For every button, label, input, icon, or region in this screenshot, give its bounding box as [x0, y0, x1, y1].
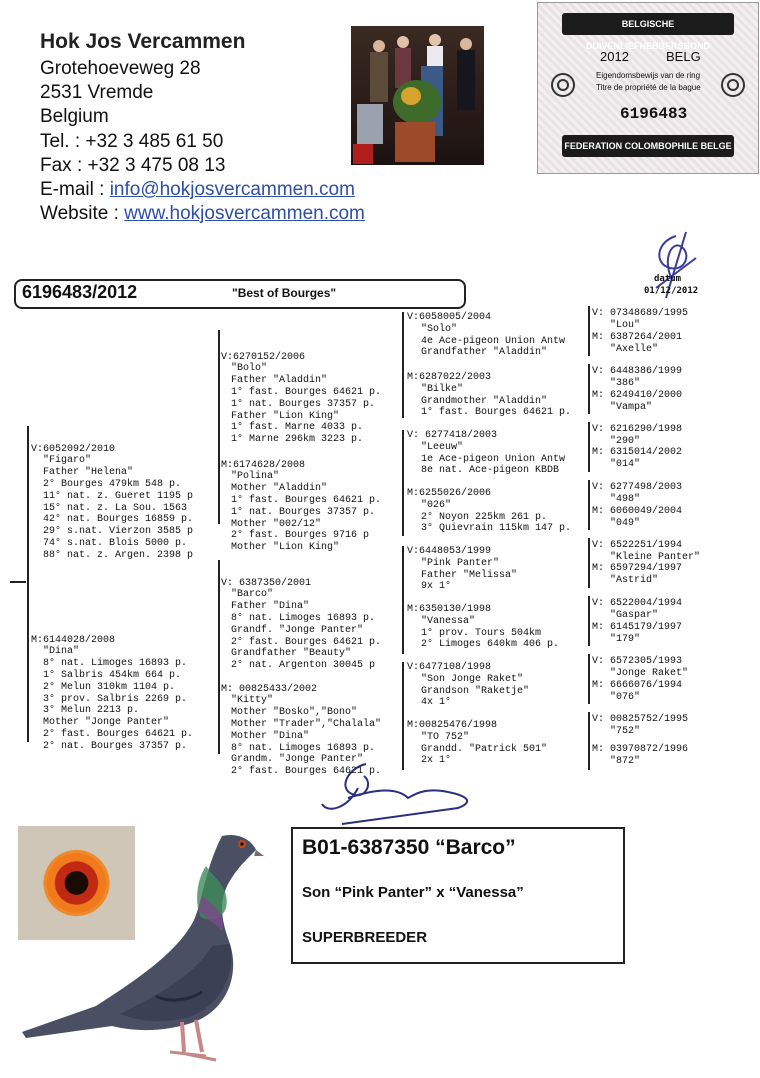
- address-country: Belgium: [40, 106, 109, 127]
- pigeon-photo: [16, 826, 264, 1070]
- ring-card-line2: Titre de propriété de la bague: [596, 83, 701, 92]
- ring-card-line1: Eigendomsbewijs van de ring: [596, 71, 701, 80]
- info-title: B01-6387350 “Barco”: [302, 836, 516, 859]
- address-city: 2531 Vremde: [40, 82, 154, 103]
- website-line: [40, 203, 365, 225]
- bracket-gen4: [588, 596, 590, 646]
- datum-label: datum: [654, 274, 682, 284]
- bracket-gen2-bottom: [218, 560, 220, 754]
- signature-mark: [318, 758, 478, 838]
- email-line: [40, 179, 355, 201]
- website-link[interactable]: www.hokjosvercammen.com: [124, 203, 365, 224]
- pedigree-gen4-entry: M: 6145179/1997 "179": [592, 622, 683, 645]
- pedigree-ff: V:6270152/2006 "Bolo" Father "Aladdin" 1° fast. Bourges 64621 p. 1° nat. Bourges 37357 p. Father "Lion King" 1° fast. Marne 4033 p. 1° Marne 296km 3223 p.: [221, 351, 382, 446]
- bracket-gen3: [402, 662, 404, 770]
- pedigree-ring-number: 6196483/2012: [22, 282, 138, 302]
- pedigree-gen4-entry: M: 6597294/1997 "Astrid": [592, 563, 683, 586]
- breeder-name: Hok Jos Vercammen: [40, 30, 246, 53]
- email-link[interactable]: info@hokjosvercammen.com: [109, 179, 355, 200]
- pedigree-gen4-entry: V: 00825752/1995 "752": [592, 714, 689, 737]
- bracket-gen3: [402, 430, 404, 536]
- pedigree-gen3-entry: M:00825476/1998 "TO 752" Grandd. "Patrick 501" 2x 1°: [407, 720, 548, 767]
- pedigree-gen4-entry: V: 6522251/1994 "Kleine Panter": [592, 540, 701, 563]
- ring-card-year: 2012: [600, 49, 629, 64]
- ornament-icon: [718, 65, 748, 105]
- ring-card: [537, 2, 759, 174]
- bracket-gen4: [588, 480, 590, 530]
- pedigree-gen3-entry: M:6350130/1998 "Vanessa" 1° prov. Tours 504km 2° Limoges 640km 406 p.: [407, 604, 560, 651]
- pedigree-gen3-entry: V: 6277418/2003 "Leeuw" 1e Ace-pigeon Union Antw 8e nat. Ace-pigeon KBDB: [407, 430, 566, 477]
- award-photo: [351, 26, 484, 165]
- pedigree-gen4-entry: V: 6277498/2003 "498": [592, 482, 683, 505]
- bracket-gen4: [588, 712, 590, 770]
- pedigree-father: V:6052092/2010 "Figaro" Father "Helena" 2° Bourges 479km 548 p. 11° nat. z. Gueret 1195 p 15° nat. z. La Sou. 1563 42° nat. Bourges 16859 p. 29° s.nat. Vierzon 3585 p 74° s.nat. Blois 5000 p. 88° nat. z. Argen. 2398 p: [31, 443, 194, 561]
- pedigree-gen4-entry: V: 07348689/1995 "Lou": [592, 308, 689, 331]
- bracket-gen4: [588, 538, 590, 588]
- address-street: Grotehoeveweg 28: [40, 58, 201, 79]
- bracket-gen1: [27, 426, 29, 742]
- pedigree-gen4-entry: M: 6666076/1994 "076": [592, 680, 683, 703]
- phone-number: Tel. : +32 3 485 61 50: [40, 131, 224, 152]
- bracket-gen4: [588, 654, 590, 704]
- pedigree-gen3-entry: V:6477108/1998 "Son Jonge Raket" Grandson "Raketje" 4x 1°: [407, 662, 530, 709]
- pedigree-gen4-entry: V: 6572305/1993 "Jonge Raket": [592, 656, 689, 679]
- pedigree-gen4-entry: M: 6249410/2000 "Vampa": [592, 390, 683, 413]
- fax-number: Fax : +32 3 475 08 13: [40, 155, 226, 176]
- email-label: E-mail :: [40, 179, 110, 200]
- ring-card-bottom-band: FEDERATION COLOMBOPHILE BELGE: [562, 135, 734, 157]
- pedigree-gen3-entry: M:6287022/2003 "Bilke" Grandmother "Aladdin" 1° fast. Bourges 64621 p.: [407, 372, 572, 419]
- pedigree-mother: M:6144028/2008 "Dina" 8° nat. Limoges 16893 p. 1° Salbris 454km 664 p. 2° Melun 310km 1104 p. 3° prov. Salbris 2269 p. 3° Melun 2213 p. Mother "Jonge Panter" 2° fast. Bourges 64621 p. 2° nat. Bourges 37357 p.: [31, 634, 194, 752]
- bracket-gen3: [402, 312, 404, 418]
- website-label: Website :: [40, 203, 125, 224]
- info-label: SUPERBREEDER: [302, 929, 428, 946]
- ring-card-country: BELG: [666, 49, 701, 64]
- bracket-gen4: [588, 364, 590, 414]
- pedigree-gen3-entry: V:6448053/1999 "Pink Panter" Father "Melissa" 9x 1°: [407, 546, 518, 593]
- pedigree-fm: M:6174628/2008 "Polina" Mother "Aladdin" 1° fast. Bourges 64621 p. 1° nat. Bourges 37357 p. Mother "002/12" 2° fast. Bourges 9716 p Mother "Lion King": [221, 459, 382, 554]
- bracket-gen3: [402, 546, 404, 654]
- bracket-gen4: [588, 306, 590, 356]
- pedigree-gen4-entry: V: 6522004/1994 "Gaspar": [592, 598, 683, 621]
- datum-value: 01/12/2012: [644, 286, 699, 296]
- pedigree-gen3-entry: V:6058005/2004 "Solo" 4e Ace-pigeon Union Antw Grandfather "Aladdin": [407, 312, 566, 359]
- ornament-icon: [548, 65, 578, 105]
- pedigree-gen4-entry: M: 6060049/2004 "049": [592, 506, 683, 529]
- pedigree-gen4-entry: V: 6216290/1998 "290": [592, 424, 683, 447]
- pedigree-mf: V: 6387350/2001 "Barco" Father "Dina" 8° nat. Limoges 16893 p. Grandf. "Jonge Panter" 2° fast. Bourges 64621 p. Grandfather "Beauty" 2° nat. Argenton 30045 p: [221, 577, 382, 672]
- pedigree-nickname: "Best of Bourges": [232, 286, 337, 300]
- pedigree-gen4-entry: V: 6448386/1999 "386": [592, 366, 683, 389]
- connector-line: [10, 581, 26, 583]
- ring-card-number: 6196483: [620, 105, 688, 123]
- ring-card-top-band: BELGISCHE DUIVENLIEFHEBBERSBOND: [562, 13, 734, 35]
- pedigree-gen3-entry: M:6255026/2006 "026" 2° Noyon 225km 261 p. 3° Quievrain 115km 147 p.: [407, 488, 572, 535]
- pedigree-mm: M: 00825433/2002 "Kitty" Mother "Bosko","Bono" Mother "Trader","Chalala" Mother "Dina" 8° nat. Limoges 16893 p. Grandm. "Jonge Panter" 2° fast. Bourges 64621 p.: [221, 683, 382, 778]
- pedigree-gen4-entry: M: 6315014/2002 "014": [592, 447, 683, 470]
- pedigree-gen4-entry: M: 03970872/1996 "872": [592, 744, 689, 767]
- bracket-gen2-top: [218, 330, 220, 524]
- bracket-gen4: [588, 422, 590, 472]
- info-subtitle: Son “Pink Panter” x “Vanessa”: [302, 884, 524, 901]
- pedigree-gen4-entry: M: 6387264/2001 "Axelle": [592, 332, 683, 355]
